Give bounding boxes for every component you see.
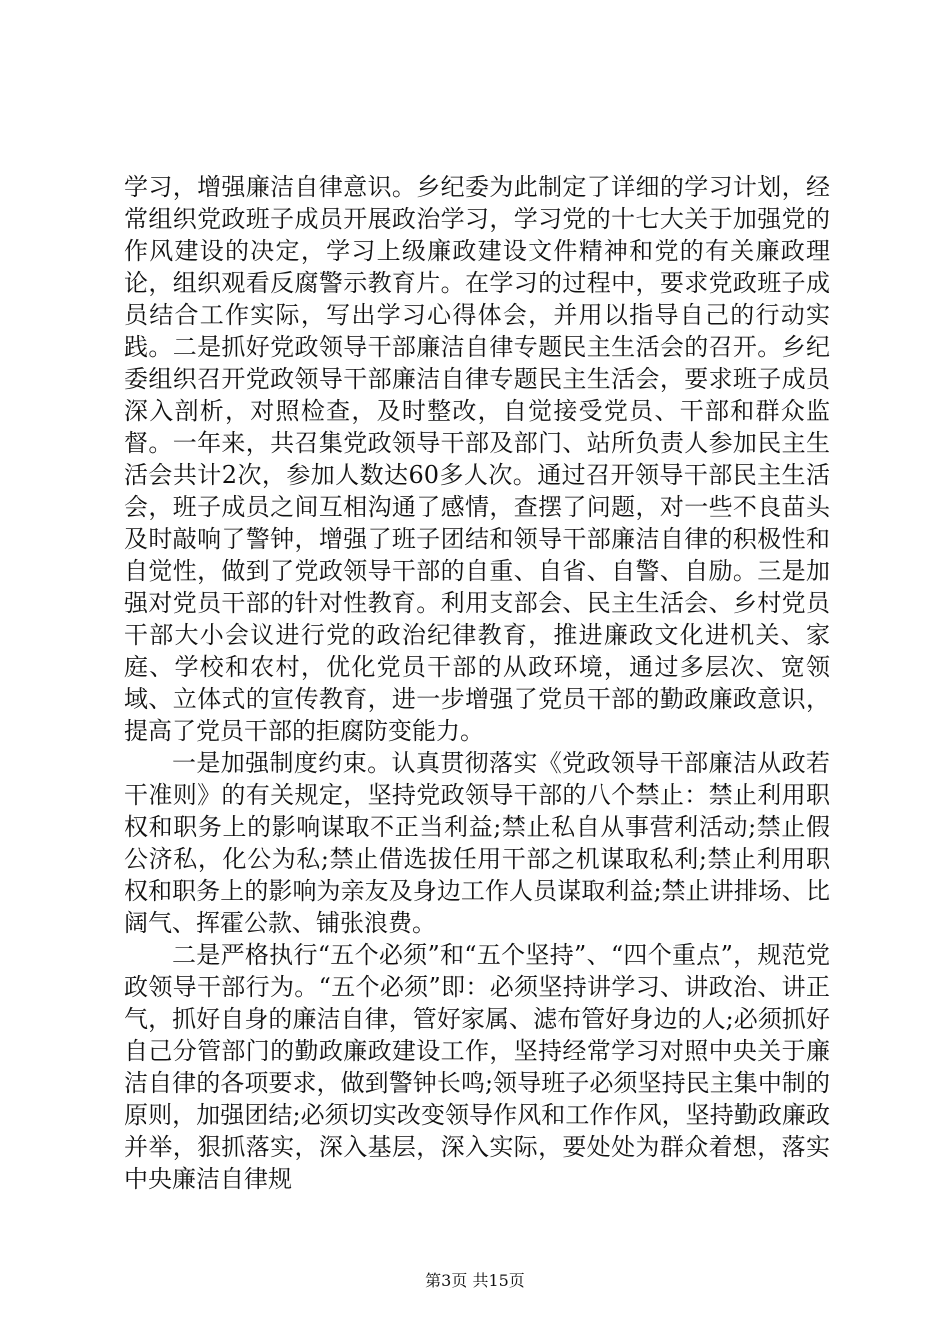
paragraph-2: 一是加强制度约束。认真贯彻落实《党政领导干部廉洁从政若干准则》的有关规定，坚持党政领导干部的八个禁止：禁止利用职权和职务上的影响谋取不正当利益;禁止私自从事营利活动;禁止假公济私，化公为私;禁止借选拔任用干部之机谋取私利;禁止利用职权和职务上的影响为亲友及身边工作人员谋取利益;禁止讲排场、比阔气、挥霍公款、铺张浪费。 — [124, 749, 830, 937]
page-footer — [0, 1271, 950, 1291]
page-number-label: 第3页 共15页 — [425, 1271, 525, 1290]
paragraph-3: 二是严格执行“五个必须”和“五个坚持”、“四个重点”，规范党政领导干部行为。“五个必须”即：必须坚持讲学习、讲政治、讲正气，抓好自身的廉洁自律，管好家属、滤布管好身边的人;必须抓好自己分管部门的勤政廉政建设工作，坚持经常学习对照中央关于廉洁自律的各项要求，做到警钟长鸣;领导班子必须坚持民主集中制的原则，加强团结;必须切实改变领导作风和工作作风，坚持勤政廉政并举，狠抓落实，深入基层，深入实际，要处处为群众着想，落实中央廉洁自律规 — [124, 941, 830, 1193]
document-body — [124, 171, 830, 1195]
paragraph-1: 学习，增强廉洁自律意识。乡纪委为此制定了详细的学习计划，经常组织党政班子成员开展政治学习，学习党的十七大关于加强党的作风建设的决定，学习上级廉政建设文件精神和党的有关廉政理论，组织观看反腐警示教育片。在学习的过程中，要求党政班子成员结合工作实际，写出学习心得体会，并用以指导自己的行动实践。二是抓好党政领导干部廉洁自律专题民主生活会的召开。乡纪委组织召开党政领导干部廉洁自律专题民主生活会，要求班子成员深入剖析，对照检查，及时整改，自觉接受党员、干部和群众监督。一年来，共召集党政领导干部及部门、站所负责人参加民主生活会共计2次，参加人数达60多人次。通过召开领导干部民主生活会，班子成员之间互相沟通了感情，查摆了问题，对一些不良苗头及时敲响了警钟，增强了班子团结和领导干部廉洁自律的积极性和自觉性，做到了党政领导干部的自重、自省、自警、自励。三是加强对党员干部的针对性教育。利用支部会、民主生活会、乡村党员干部大小会议进行党的政治纪律教育，推进廉政文化进机关、家庭、学校和农村，优化党员干部的从政环境，通过多层次、宽领域、立体式的宣传教育，进一步增强了党员干部的勤政廉政意识，提高了党员干部的拒腐防变能力。 — [124, 173, 830, 745]
